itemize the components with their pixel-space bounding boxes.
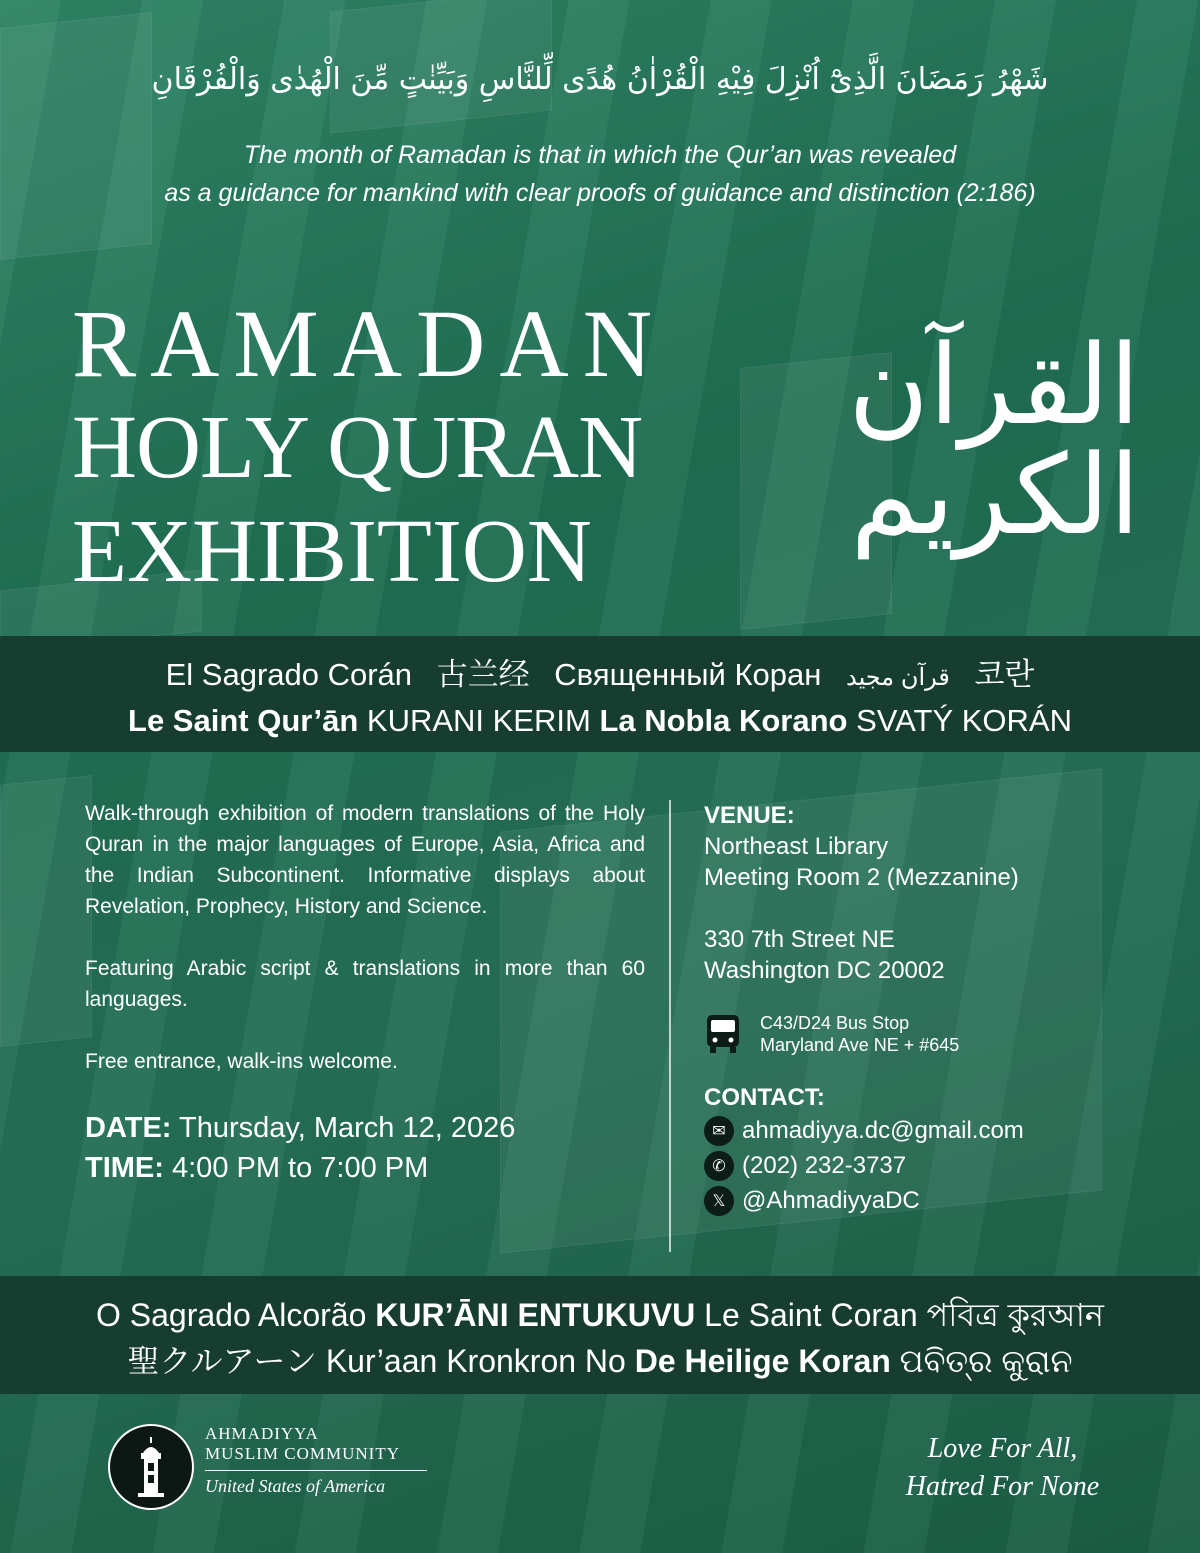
org-line: MUSLIM COMMUNITY [205, 1444, 427, 1471]
org-line: AHMADIYYA [205, 1424, 319, 1443]
motto-line: Hatred For None [905, 1471, 1100, 1502]
social-handle[interactable]: @AhmadiyyaDC [742, 1187, 920, 1214]
bus-stop-info [704, 1012, 1164, 1056]
language-name: পবিত্র কুরআন [926, 1297, 1105, 1333]
language-name: KURANI KERIM [366, 703, 591, 738]
venue-city: Washington DC 20002 [704, 957, 945, 984]
language-name: ପବିତ୍ର କୁରାନ [899, 1343, 1073, 1379]
email-text[interactable]: ahmadiyya.dc@gmail.com [742, 1117, 1024, 1144]
description-paragraph: Featuring Arabic script & translations in more than 60 languages. [85, 957, 645, 1011]
title-line-ramadan: RAMADAN [72, 290, 667, 397]
languages-band-top [0, 636, 1200, 752]
translation-line: The month of Ramadan is that in which the Qur’an was revealed [243, 141, 957, 169]
languages-line [0, 1276, 1200, 1338]
contact-phone[interactable] [704, 1148, 1164, 1183]
language-name: 古兰经 [436, 657, 530, 692]
language-name: SVATÝ KORÁN [856, 703, 1072, 738]
mail-icon: ✉ [704, 1116, 734, 1146]
arabic-verse: شَهْرُ رَمَضَانَ الَّذِىْٓ اُنْزِلَ فِيْهِ الْقُرْاٰنُ هُدًى لِّلنَّاسِ وَبَيِّنٰتٍ مِّنَ الْهُدٰى وَالْفُرْقَانِ [151, 62, 1049, 97]
description-paragraph: Free entrance, walk-ins welcome. [85, 1050, 398, 1073]
venue-street: 330 7th Street NE [704, 926, 895, 953]
time-value: 4:00 PM to 7:00 PM [172, 1152, 429, 1184]
translation-line: as a guidance for mankind with clear proofs of guidance and distinction (2:186) [164, 179, 1036, 207]
language-name: De Heilige Koran [634, 1343, 891, 1379]
date-value: Thursday, March 12, 2026 [179, 1112, 516, 1144]
time-label: TIME: [85, 1152, 164, 1184]
language-name: قرآن مجيد [845, 664, 950, 691]
language-name: 聖クルアーン [127, 1343, 317, 1379]
description-paragraph: Walk-through exhibition of modern translations of the Holy Quran in the major languages of Europe, Asia, Africa and the Indian Subcontinent. Informative displays about Revelation, Prophecy, History and Science. [85, 802, 645, 918]
motto [880, 1430, 1125, 1506]
venue-label: VENUE: [704, 802, 795, 829]
description [85, 798, 645, 1188]
language-name: O Sagrado Alcorão [95, 1297, 367, 1333]
contact-email[interactable] [704, 1113, 1164, 1148]
quran-calligraphy: القرآن الكريم [848, 321, 1140, 559]
venue-room: Meeting Room 2 (Mezzanine) [704, 864, 1019, 891]
bus-stop-line: C43/D24 Bus Stop [760, 1013, 910, 1033]
verse-translation [60, 136, 1140, 212]
page-title [72, 292, 772, 604]
background-book [0, 775, 92, 1047]
phone-text[interactable]: (202) 232-3737 [742, 1152, 907, 1179]
org-country: United States of America [205, 1476, 386, 1496]
language-name: Le Saint Coran [704, 1297, 918, 1333]
languages-line [0, 636, 1200, 699]
minaret-icon [126, 1435, 176, 1499]
contact-label: CONTACT: [704, 1084, 825, 1111]
bus-stop-text [760, 1012, 959, 1056]
language-name: Le Saint Qur’ān [128, 703, 359, 738]
language-name: 코란 [974, 657, 1035, 692]
title-line-holy-quran: HOLY QURAN [72, 398, 643, 497]
title-line-exhibition: EXHIBITION [72, 502, 592, 601]
languages-line [0, 1338, 1200, 1384]
bus-stop-line: Maryland Ave NE + #645 [760, 1035, 960, 1055]
venue-name: Northeast Library [704, 833, 889, 860]
x-logo-icon: 𝕏 [704, 1186, 734, 1216]
minaret-logo [108, 1424, 194, 1510]
language-name: KUR’ĀNI ENTUKUVU [375, 1297, 696, 1333]
venue-contact [704, 800, 1164, 1218]
language-name: Kur’aan Kronkron No [325, 1343, 626, 1379]
languages-band-bottom [0, 1276, 1200, 1394]
language-name: El Sagrado Corán [165, 657, 413, 692]
motto-line: Love For All, [927, 1433, 1078, 1464]
event-time [85, 1148, 645, 1188]
language-name: La Nobla Korano [599, 703, 848, 738]
languages-line [0, 699, 1200, 743]
language-name: Священный Коран [554, 657, 822, 692]
date-label: DATE: [85, 1112, 172, 1144]
event-date [85, 1108, 645, 1148]
bus-icon [704, 1013, 742, 1055]
organization-name [205, 1424, 427, 1501]
phone-icon: ✆ [704, 1151, 734, 1181]
contact-social[interactable] [704, 1183, 1164, 1218]
column-divider [669, 800, 671, 1252]
